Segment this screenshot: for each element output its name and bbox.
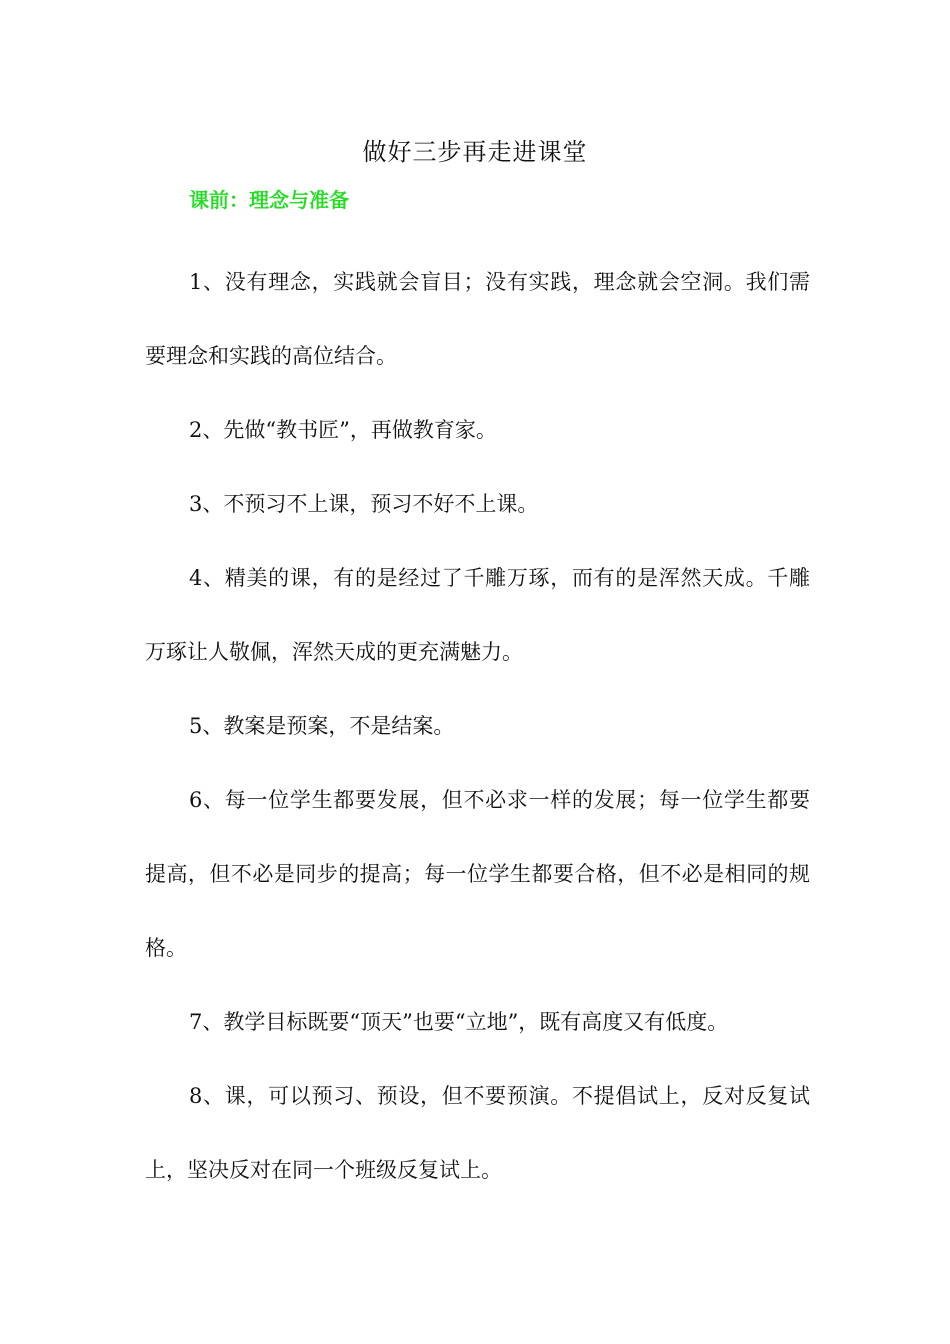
document-body — [145, 245, 810, 1207]
paragraph-6: 6、每一位学生都要发展，但不必求一样的发展；每一位学生都要提高，但不必是同步的提高；每一位学生都要合格，但不必是相同的规格。 — [145, 788, 810, 960]
paragraph-8: 8、课，可以预习、预设，但不要预演。不提倡试上，反对反复试上，坚决反对在同一个班级反复试上。 — [145, 1084, 810, 1182]
section-heading: 课前：理念与准备 — [189, 188, 349, 212]
paragraph-2: 2、先做“教书匠”，再做教育家。 — [189, 418, 497, 442]
paragraph-4: 4、精美的课，有的是经过了千雕万琢，而有的是浑然天成。千雕万琢让人敬佩，浑然天成的更充满魅力。 — [145, 566, 810, 664]
paragraph-1: 1、没有理念，实践就会盲目；没有实践，理念就会空洞。我们需要理念和实践的高位结合。 — [145, 270, 810, 368]
paragraph-5: 5、教案是预案，不是结案。 — [189, 714, 455, 738]
paragraph-7: 7、教学目标既要“顶天”也要“立地”，既有高度又有低度。 — [189, 1010, 729, 1034]
paragraph-3: 3、不预习不上课，预习不好不上课。 — [189, 492, 539, 516]
document-title: 做好三步再走进课堂 — [362, 138, 588, 166]
